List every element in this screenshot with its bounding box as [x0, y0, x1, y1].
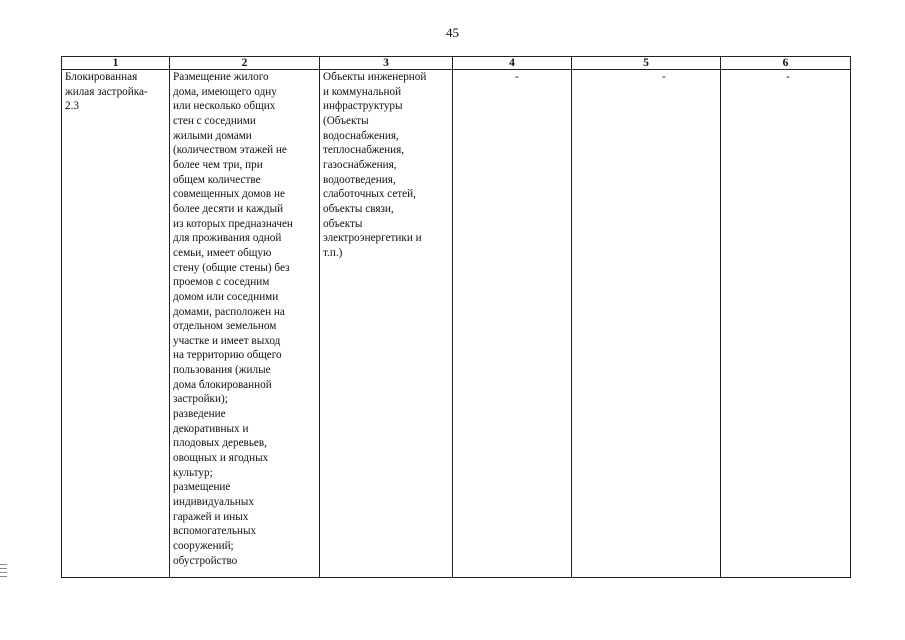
infrastructure-objects-text: Объекты инженерной и коммунальной инфраструктуры (Объекты водоснабжения, теплоснабжения, газоснабжения, водоотведения, слаботочных сетей, объекты связи, объекты электроэнергетики и т.п.)	[323, 71, 427, 259]
cell-infrastructure-objects	[320, 70, 453, 578]
land-use-name-text: Блокированная жилая застройка- 2.3	[65, 71, 148, 113]
header-col-2: 2	[170, 57, 320, 70]
scan-margin-mark	[0, 564, 7, 580]
cell-land-use-name	[62, 70, 170, 578]
header-col-1: 1	[62, 57, 170, 70]
cell-col-6	[721, 70, 851, 578]
cell-permitted-use-description	[170, 70, 320, 578]
col-6-value: -	[786, 71, 790, 83]
cell-col-5	[572, 70, 721, 578]
header-col-5: 5	[572, 57, 721, 70]
header-col-4: 4	[453, 57, 572, 70]
col-5-value: -	[662, 71, 666, 83]
page-number: 45	[446, 25, 459, 40]
header-row	[62, 57, 851, 70]
cell-col-4	[453, 70, 572, 578]
header-col-3: 3	[320, 57, 453, 70]
land-use-table	[61, 56, 851, 578]
permitted-use-description-text: Размещение жилого дома, имеющего одну или несколько общих стен с соседними жилыми домами (количеством этажей не более чем три, при общем количестве совмещенных домов не более десяти и каждый из которых предназначен для проживания одной семьи, имеет общую стену (общие стены) без проемов с соседним домом или соседними домами, расположен на отдельном земельном участке и имеет выход на территорию общего пользования (жилые дома блокированной застройки); разведение декоративных и плодовых деревьев, овощных и ягодных культур; размещение индивидуальных гаражей и иных вспомогательных сооружений; обустройство	[173, 71, 293, 567]
table-row	[62, 70, 851, 578]
col-4-value: -	[515, 71, 519, 83]
header-col-6: 6	[721, 57, 851, 70]
